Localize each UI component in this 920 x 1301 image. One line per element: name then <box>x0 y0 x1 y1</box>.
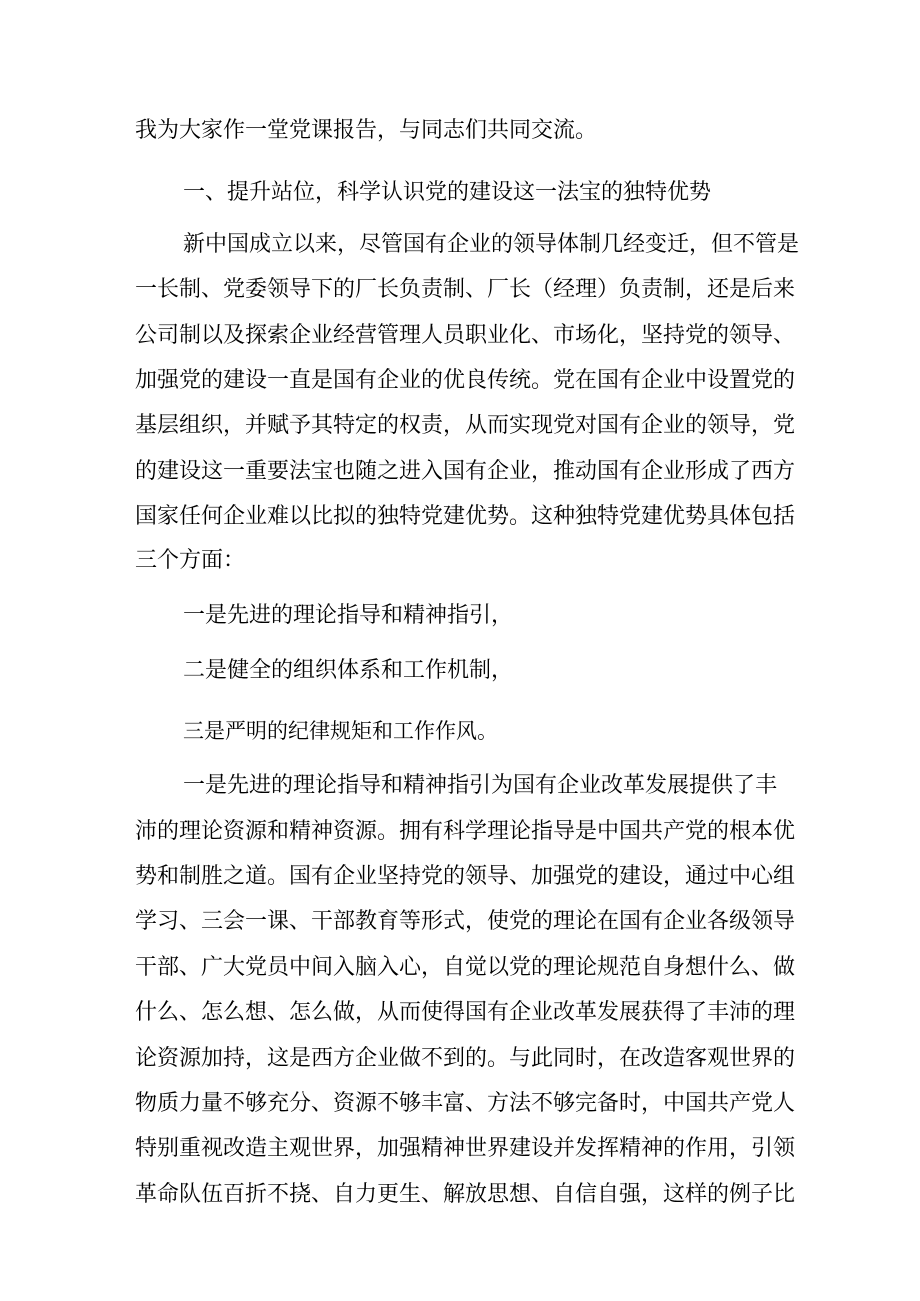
paragraph-line: 学习、三会一课、干部教育等形式，使党的理论在国有企业各级领导 <box>135 909 796 934</box>
paragraph-line: 沛的理论资源和精神资源。拥有科学理论指导是中国共产党的根本优 <box>135 819 796 844</box>
paragraph-line: 物质力量不够充分、资源不够丰富、方法不够完备时，中国共产党人 <box>135 1091 796 1116</box>
paragraph-line: 基层组织，并赋予其特定的权责，从而实现党对国有企业的领导，党 <box>135 413 796 438</box>
paragraph-line: 公司制以及探索企业经营管理人员职业化、市场化，坚持党的领导、 <box>135 323 796 348</box>
paragraph-line: 革命队伍百折不挠、自力更生、解放思想、自信自强，这样的例子比 <box>135 1182 796 1207</box>
paragraph-line: 一是先进的理论指导和精神指引为国有企业改革发展提供了丰 <box>183 773 778 798</box>
list-item: 二是健全的组织体系和工作机制， <box>183 658 514 683</box>
paragraph-line: 国家任何企业难以比拟的独特党建优势。这种独特党建优势具体包括 <box>135 504 796 529</box>
paragraph-line: 干部、广大党员中间入脑入心，自觉以党的理论规范自身想什么、做 <box>135 955 796 980</box>
list-item: 三是严明的纪律规矩和工作作风。 <box>183 719 498 743</box>
paragraph-line: 特别重视改造主观世界，加强精神世界建设并发挥精神的作用，引领 <box>135 1136 796 1161</box>
paragraph-line: 势和制胜之道。国有企业坚持党的领导、加强党的建设，通过中心组 <box>135 864 796 889</box>
paragraph-line: 加强党的建设一直是国有企业的优良传统。党在国有企业中设置党的 <box>135 368 796 393</box>
paragraph-line: 三个方面： <box>135 548 246 573</box>
list-item: 一是先进的理论指导和精神指引， <box>183 603 514 628</box>
section-heading: 一、提升站位，科学认识党的建设这一法宝的独特优势 <box>183 180 712 205</box>
paragraph-line: 我为大家作一堂党课报告，与同志们共同交流。 <box>135 118 598 143</box>
paragraph-line: 一长制、党委领导下的厂长负责制、厂长（经理）负责制，还是后来 <box>135 277 796 302</box>
paragraph-line: 新中国成立以来，尽管国有企业的领导体制几经变迁，但不管是 <box>183 232 800 257</box>
paragraph-line: 什么、怎么想、怎么做，从而使得国有企业改革发展获得了丰沛的理 <box>135 1000 796 1025</box>
paragraph-line: 的建设这一重要法宝也随之进入国有企业，推动国有企业形成了西方 <box>135 459 796 484</box>
paragraph-line: 论资源加持，这是西方企业做不到的。与此同时，在改造客观世界的 <box>135 1046 796 1071</box>
